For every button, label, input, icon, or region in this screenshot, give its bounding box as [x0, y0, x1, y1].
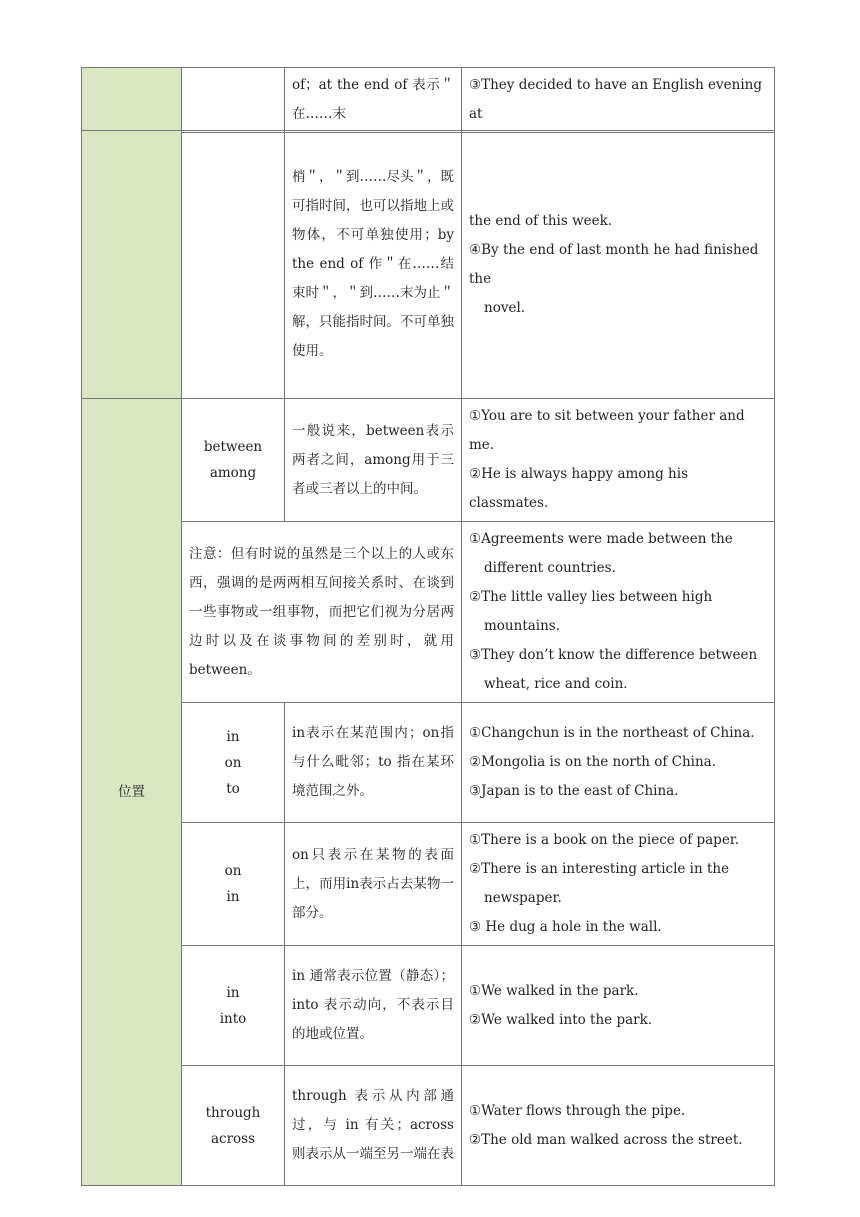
- example-sentence: ①Changchun is in the northeast of China.: [469, 725, 755, 741]
- example-sentence: newspaper.: [484, 890, 562, 906]
- word-cell: [182, 823, 285, 946]
- example-sentence: ①There is a book on the piece of paper.: [469, 832, 740, 848]
- table-row: [82, 131, 775, 399]
- preposition-word: on: [224, 863, 242, 879]
- table-row: [82, 703, 775, 823]
- table-row: [82, 68, 775, 133]
- preposition-word: between: [203, 439, 263, 455]
- example-sentence: ②We walked into the park.: [469, 1011, 653, 1028]
- table-row: [82, 522, 775, 703]
- example-sentence: wheat, rice and coin.: [484, 676, 628, 692]
- example-sentence: ①Agreements were made between the: [469, 531, 733, 547]
- preposition-word: to: [226, 780, 240, 797]
- example-sentence: mountains.: [484, 618, 561, 634]
- preposition-word: in: [226, 984, 240, 1001]
- example-sentence: ①You are to sit between your father and me.: [469, 408, 745, 453]
- example-sentence: the end of this week.: [469, 212, 613, 229]
- example-sentence: ③Japan is to the east of China.: [469, 783, 679, 799]
- table-row: [82, 946, 775, 1066]
- example-sentence: ④By the end of last month he had finished the: [469, 241, 759, 287]
- explanation-cell: in表示在某范围内；on指与什么毗邻；to 指在某环境范围之外。: [285, 703, 462, 823]
- preposition-word: among: [209, 465, 257, 481]
- example-cell: ③They decided to have an English evening at: [462, 68, 775, 133]
- example-sentence: ①We walked in the park.: [469, 982, 639, 999]
- example-sentence: ③ He dug a hole in the wall.: [469, 919, 662, 935]
- word-cell: [182, 68, 285, 133]
- example-sentence: ②The little valley lies between high: [469, 589, 713, 605]
- word-cell: [182, 1066, 285, 1186]
- example-sentence: ①Water flows through the pipe.: [469, 1102, 686, 1119]
- table-row: [82, 1066, 775, 1186]
- category-cell: [82, 68, 182, 133]
- word-cell: [182, 131, 285, 399]
- category-cell: 位置: [82, 399, 182, 1186]
- preposition-word: on: [224, 754, 242, 771]
- preposition-word: in: [226, 728, 240, 745]
- explanation-cell: in 通常表示位置（静态）；into 表示动向，不表示目的地或位置。: [285, 946, 462, 1066]
- table-row: [82, 823, 775, 946]
- table-fragment-top: [81, 67, 775, 133]
- explanation-cell: 梢＂，＂到……尽头＂，既可指时间，也可以指地上或物体，不可单独使用；by the end of 作＂在……结束时＂，＂到……末为止＂解，只能指时间。不可单独使用。: [285, 131, 462, 399]
- explanation-cell: on只表示在某物的表面上，而用in表示占去某物一部分。: [285, 823, 462, 946]
- example-cell: [462, 946, 775, 1066]
- example-cell: [462, 131, 775, 399]
- example-cell: [462, 399, 775, 522]
- example-cell: [462, 1066, 775, 1186]
- word-cell: [182, 703, 285, 823]
- preposition-word: through: [205, 1104, 261, 1121]
- example-sentence: ③They don’t know the difference between: [469, 647, 758, 663]
- table-row: [82, 399, 775, 522]
- example-sentence: ②There is an interesting article in the: [469, 861, 730, 877]
- example-cell: [462, 703, 775, 823]
- word-cell: [182, 946, 285, 1066]
- preposition-word: into: [219, 1010, 247, 1027]
- note-cell: 注意：但有时说的虽然是三个以上的人或东西，强调的是两两相互间接关系时、在谈到一些事物或一组事物，而把它们视为分居两边时以及在谈事物间的差别时，就用 between。: [182, 522, 462, 703]
- preposition-word: in: [226, 889, 240, 905]
- example-cell: [462, 823, 775, 946]
- table-main: [81, 130, 775, 1186]
- explanation-cell: through 表示从内部通过，与 in 有关；across 则表示从一端至另一端在表: [285, 1066, 462, 1186]
- example-sentence: novel.: [484, 299, 526, 316]
- example-sentence: different countries.: [484, 560, 616, 576]
- example-cell: [462, 522, 775, 703]
- explanation-cell: 一般说来，between表示两者之间，among用于三者或三者以上的中间。: [285, 399, 462, 522]
- example-sentence: ②Mongolia is on the north of China.: [469, 754, 717, 770]
- word-cell: [182, 399, 285, 522]
- example-sentence: ②He is always happy among his classmates.: [469, 466, 688, 511]
- example-sentence: ②The old man walked across the street.: [469, 1131, 743, 1148]
- preposition-word: across: [210, 1130, 256, 1147]
- explanation-cell: of；at the end of 表示＂在……末: [285, 68, 462, 133]
- category-cell: [82, 131, 182, 399]
